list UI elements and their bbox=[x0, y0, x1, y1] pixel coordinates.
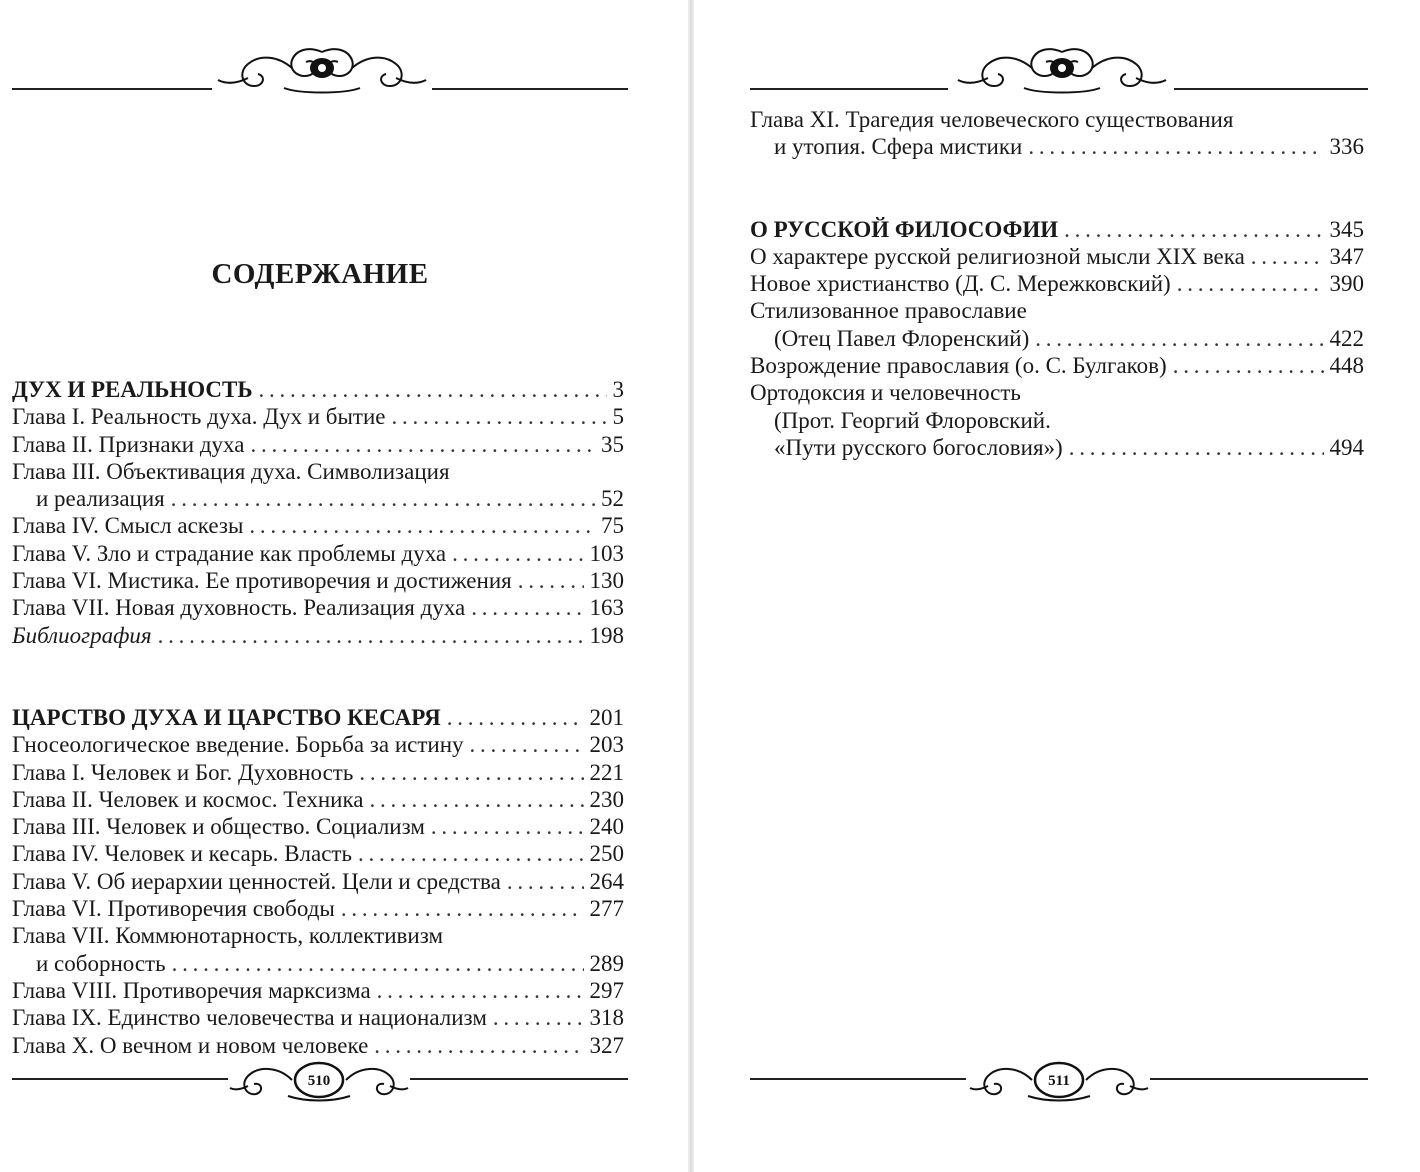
top-rule-right bbox=[432, 88, 628, 90]
page-ref: 494 bbox=[1329, 434, 1364, 460]
right-page bbox=[692, 0, 1420, 1172]
dot-leader bbox=[431, 813, 584, 840]
page-ref: 230 bbox=[589, 786, 624, 812]
entry-title: Глава VI. Мистика. Ее противоречия и достижения bbox=[12, 568, 512, 594]
toc-entry bbox=[12, 1004, 624, 1031]
dot-leader bbox=[471, 594, 583, 621]
entry-title: (Прот. Георгий Флоровский. bbox=[774, 407, 1051, 433]
page-ref: 203 bbox=[589, 732, 624, 758]
toc-entry bbox=[750, 352, 1364, 379]
toc-line bbox=[12, 485, 624, 512]
toc-entry bbox=[750, 270, 1364, 297]
toc-line bbox=[750, 352, 1364, 379]
top-rule-left bbox=[12, 88, 212, 90]
toc-entry bbox=[12, 1032, 624, 1059]
dot-leader bbox=[171, 485, 595, 512]
entry-title: Глава IX. Единство человечества и национализм bbox=[12, 1005, 487, 1031]
page-ref: 264 bbox=[589, 868, 624, 894]
dot-leader bbox=[374, 1032, 583, 1059]
toc-entry bbox=[12, 895, 624, 922]
toc-entry bbox=[12, 540, 624, 567]
toc-entry bbox=[12, 512, 624, 539]
bottom-rule-right bbox=[410, 1078, 628, 1080]
toc-right bbox=[750, 106, 1364, 461]
page-ref: 35 bbox=[601, 431, 624, 457]
toc-line bbox=[12, 786, 624, 813]
entry-title: Глава XI. Трагедия человеческого существования bbox=[750, 107, 1234, 132]
entry-title: Глава VIII. Противоречия марксизма bbox=[12, 977, 371, 1003]
toc-line bbox=[12, 1004, 624, 1031]
footer-ornament-icon bbox=[228, 1056, 410, 1106]
toc-line bbox=[12, 540, 624, 567]
toc-line bbox=[12, 376, 624, 403]
toc-line bbox=[750, 379, 1364, 406]
page-ref: 318 bbox=[589, 1005, 624, 1031]
toc-entry bbox=[12, 786, 624, 813]
toc-line bbox=[12, 1032, 624, 1059]
toc-entry bbox=[750, 379, 1364, 461]
toc-entry bbox=[12, 759, 624, 786]
dot-leader bbox=[507, 868, 584, 895]
top-rule-left bbox=[750, 88, 948, 90]
entry-title: Глава IV. Человек и кесарь. Власть bbox=[12, 841, 352, 867]
section-heading: ЦАРСТВО ДУХА И ЦАРСТВО КЕСАРЯ bbox=[12, 704, 441, 730]
dot-leader bbox=[377, 977, 584, 1004]
dot-leader bbox=[259, 376, 607, 403]
bottom-rule-left bbox=[750, 1078, 966, 1080]
toc-line bbox=[12, 895, 624, 922]
dot-leader bbox=[341, 895, 584, 922]
page-ref: 345 bbox=[1329, 216, 1364, 242]
page-ref: 327 bbox=[589, 1032, 624, 1058]
dot-leader bbox=[1069, 434, 1324, 461]
entry-title: Глава I. Реальность духа. Дух и бытие bbox=[12, 404, 386, 430]
toc-entry bbox=[750, 297, 1364, 352]
toc-entry bbox=[12, 813, 624, 840]
dot-leader bbox=[1035, 325, 1323, 352]
dot-leader bbox=[1173, 352, 1324, 379]
header-ornament-icon bbox=[952, 38, 1172, 98]
page-title: СОДЕРЖАНИЕ bbox=[211, 258, 429, 290]
page-ref: 221 bbox=[589, 759, 624, 785]
page-ref: 347 bbox=[1329, 243, 1364, 269]
toc-line bbox=[12, 594, 624, 621]
top-rule-right bbox=[1174, 88, 1368, 90]
toc-line bbox=[12, 977, 624, 1004]
entry-title: Библиография bbox=[12, 622, 152, 648]
entry-title: Глава II. Человек и космос. Техника bbox=[12, 786, 364, 812]
dot-leader bbox=[358, 840, 584, 867]
dot-leader bbox=[1251, 243, 1324, 270]
toc-entry bbox=[12, 868, 624, 895]
left-page bbox=[0, 0, 690, 1172]
toc-line bbox=[12, 403, 624, 430]
dot-leader bbox=[470, 731, 584, 758]
page-number: 510 bbox=[307, 1073, 331, 1089]
toc-line bbox=[12, 731, 624, 758]
dot-leader bbox=[370, 786, 584, 813]
toc-line bbox=[750, 407, 1364, 434]
toc-entry bbox=[750, 243, 1364, 270]
dot-leader bbox=[250, 431, 595, 458]
toc-entry bbox=[12, 840, 624, 867]
entry-title: О характере русской религиозной мысли XIX века bbox=[750, 243, 1245, 269]
dot-leader bbox=[392, 403, 607, 430]
toc-line bbox=[12, 512, 624, 539]
toc-line bbox=[12, 950, 624, 977]
page-number: 511 bbox=[1048, 1073, 1070, 1089]
entry-title: Глава X. О вечном и новом человеке bbox=[12, 1032, 369, 1058]
toc-entry bbox=[12, 403, 624, 430]
dot-leader bbox=[1177, 270, 1324, 297]
entry-title: и реализация bbox=[36, 486, 165, 512]
page-ref: 422 bbox=[1329, 325, 1364, 351]
page-ref: 390 bbox=[1329, 271, 1364, 297]
page-ref: 289 bbox=[589, 950, 624, 976]
entry-title: Глава VII. Новая духовность. Реализация духа bbox=[12, 595, 466, 621]
dot-leader bbox=[1028, 133, 1323, 160]
toc-line bbox=[750, 270, 1364, 297]
page-ref: 5 bbox=[612, 404, 624, 430]
dot-leader bbox=[447, 704, 584, 731]
toc-line bbox=[12, 922, 624, 949]
toc-left bbox=[12, 376, 624, 1059]
toc-line bbox=[12, 622, 624, 649]
page-ref: 297 bbox=[589, 977, 624, 1003]
toc-entry bbox=[12, 977, 624, 1004]
dot-leader bbox=[158, 622, 584, 649]
section-heading-row bbox=[12, 376, 624, 403]
page-ref: 240 bbox=[589, 814, 624, 840]
entry-title: Глава V. Зло и страдание как проблемы духа bbox=[12, 540, 447, 566]
entry-title: Ортодоксия и человечность bbox=[750, 380, 1021, 406]
entry-title: Гносеологическое введение. Борьба за истину bbox=[12, 732, 464, 758]
toc-entry bbox=[12, 567, 624, 594]
section-heading: О РУССКОЙ ФИЛОСОФИИ bbox=[750, 216, 1059, 242]
page-ref: 277 bbox=[589, 896, 624, 922]
toc-entry bbox=[12, 431, 624, 458]
header-ornament-icon bbox=[212, 38, 432, 98]
entry-title: Глава VI. Противоречия свободы bbox=[12, 896, 335, 922]
toc-line bbox=[12, 759, 624, 786]
toc-entry bbox=[12, 731, 624, 758]
toc-line bbox=[12, 431, 624, 458]
toc-line bbox=[12, 868, 624, 895]
toc-line bbox=[750, 216, 1364, 243]
section-gap bbox=[12, 649, 624, 704]
dot-leader bbox=[172, 950, 584, 977]
toc-entry bbox=[12, 594, 624, 621]
entry-title: Глава III. Человек и общество. Социализм bbox=[12, 814, 425, 840]
page-ref: 198 bbox=[589, 622, 624, 648]
entry-title: Глава IV. Смысл аскезы bbox=[12, 513, 244, 539]
page-ref: 3 bbox=[612, 377, 624, 402]
toc-entry bbox=[12, 622, 624, 649]
toc-line bbox=[12, 840, 624, 867]
dot-leader bbox=[249, 512, 595, 539]
toc-line bbox=[750, 434, 1364, 461]
toc-entry bbox=[12, 458, 624, 513]
toc-entry bbox=[12, 922, 624, 977]
entry-title: и соборность bbox=[36, 950, 166, 976]
dot-leader bbox=[518, 567, 584, 594]
dot-leader bbox=[493, 1004, 584, 1031]
entry-title: Глава III. Объективация духа. Символизация bbox=[12, 458, 450, 484]
entry-title: и утопия. Сфера мистики bbox=[774, 134, 1023, 160]
page-ref: 103 bbox=[589, 540, 624, 566]
toc-line bbox=[12, 567, 624, 594]
page-ref: 250 bbox=[589, 841, 624, 867]
page-ref: 336 bbox=[1329, 134, 1364, 160]
entry-title: Глава I. Человек и Бог. Духовность bbox=[12, 759, 354, 785]
section-gap bbox=[750, 161, 1364, 216]
toc-line bbox=[750, 106, 1364, 133]
toc-line bbox=[750, 133, 1364, 160]
entry-title: Новое христианство (Д. С. Мережковский) bbox=[750, 271, 1171, 297]
toc-entry-continued bbox=[750, 106, 1364, 161]
toc-line bbox=[12, 813, 624, 840]
entry-title: Возрождение православия (о. С. Булгаков) bbox=[750, 353, 1167, 379]
section-heading-row bbox=[750, 216, 1364, 243]
dot-leader bbox=[1064, 216, 1323, 243]
section-heading: ДУХ И РЕАЛЬНОСТЬ bbox=[12, 377, 253, 402]
entry-title: Глава V. Об иерархии ценностей. Цели и средства bbox=[12, 868, 501, 894]
entry-title: (Отец Павел Флоренский) bbox=[774, 325, 1030, 351]
page-ref: 448 bbox=[1329, 353, 1364, 379]
bottom-rule-right bbox=[1150, 1078, 1368, 1080]
section-heading-row bbox=[12, 704, 624, 731]
entry-title: Глава VII. Коммюнотарность, коллективизм bbox=[12, 923, 444, 949]
dot-leader bbox=[359, 759, 583, 786]
page-ref: 201 bbox=[589, 704, 624, 730]
toc-line bbox=[750, 243, 1364, 270]
bottom-rule-left bbox=[12, 1078, 228, 1080]
page-ref: 52 bbox=[601, 486, 624, 512]
entry-title: Глава II. Признаки духа bbox=[12, 431, 245, 457]
page-ref: 130 bbox=[589, 568, 624, 594]
entry-title: Стилизованное православие bbox=[750, 298, 1027, 324]
toc-line bbox=[12, 458, 624, 485]
toc-line bbox=[12, 704, 624, 731]
footer-ornament-icon bbox=[968, 1056, 1150, 1106]
page-ref: 163 bbox=[589, 595, 624, 621]
toc-line bbox=[750, 325, 1364, 352]
page-ref: 75 bbox=[601, 513, 624, 539]
toc-line bbox=[750, 297, 1364, 324]
dot-leader bbox=[452, 540, 583, 567]
entry-title: «Пути русского богословия») bbox=[774, 434, 1063, 460]
